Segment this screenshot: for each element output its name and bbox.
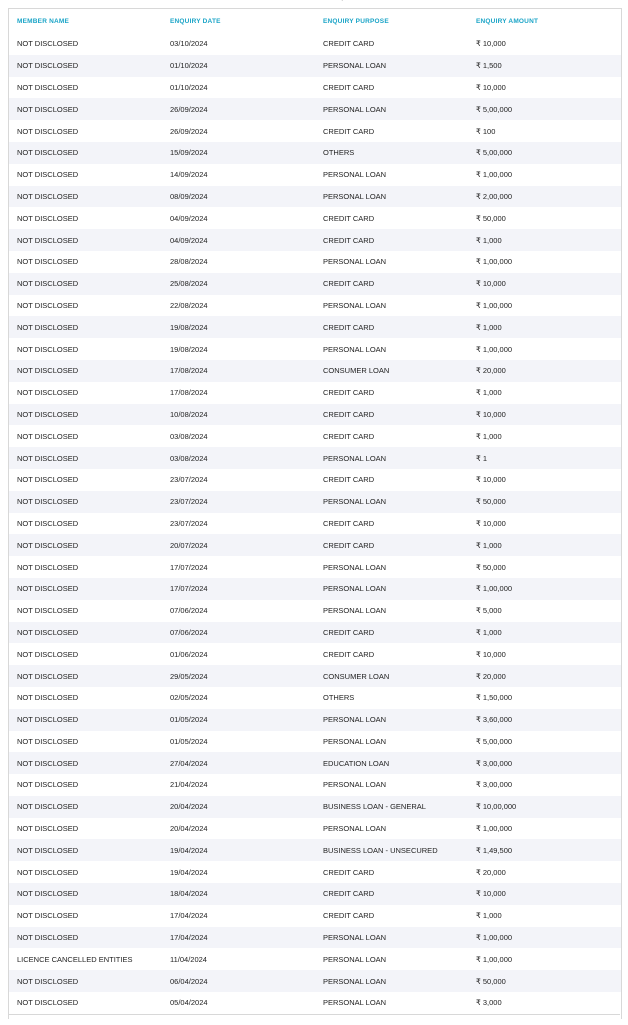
enquiry-date-cell: 17/08/2024: [162, 360, 315, 382]
member-name-cell: NOT DISCLOSED: [9, 927, 162, 949]
enquiry-purpose-cell: OTHERS: [315, 142, 468, 164]
table-row: [9, 578, 621, 600]
enquiry-amount-cell: ₹ 5,000: [476, 606, 502, 616]
enquiry-purpose-cell: PERSONAL LOAN: [315, 970, 468, 992]
member-name-cell: NOT DISCLOSED: [17, 431, 79, 441]
enquiries-table: [9, 9, 621, 1014]
table-row: [9, 229, 621, 251]
enquiry-date-cell: 18/04/2024: [162, 883, 315, 905]
enquiry-amount-cell: ₹ 20,000: [476, 867, 506, 877]
enquiry-purpose-cell: CREDIT CARD: [323, 475, 375, 485]
enquiry-date-cell: 06/04/2024: [162, 970, 315, 992]
member-name-cell: NOT DISCLOSED: [17, 170, 79, 180]
enquiry-purpose-cell: PERSONAL LOAN: [323, 606, 387, 616]
enquiry-purpose-cell: BUSINESS LOAN - GENERAL: [315, 796, 468, 818]
enquiry-purpose-cell: CREDIT CARD: [315, 273, 468, 295]
enquiry-purpose-cell: CREDIT CARD: [315, 229, 468, 251]
enquiry-purpose-cell: CREDIT CARD: [323, 126, 375, 136]
enquiry-date-cell: 05/04/2024: [170, 998, 208, 1008]
table-row: [9, 186, 621, 208]
table-row: [9, 98, 621, 120]
enquiry-amount-cell: ₹ 50,000: [476, 213, 506, 223]
table-row: [9, 861, 621, 883]
table-row: [9, 992, 621, 1014]
enquiry-date-cell: 17/04/2024: [162, 927, 315, 949]
enquiry-purpose-cell: PERSONAL LOAN: [323, 736, 387, 746]
table-row: [9, 709, 621, 731]
table-row: [9, 120, 621, 142]
enquiry-purpose-cell: CREDIT CARD: [323, 82, 375, 92]
enquiry-amount-cell: ₹ 1,000: [468, 316, 621, 338]
table-row: [9, 818, 621, 840]
enquiry-amount-cell: ₹ 1: [468, 447, 621, 469]
enquiry-amount-cell: ₹ 5,00,000: [468, 142, 621, 164]
enquiry-amount-cell: ₹ 1,00,000: [476, 824, 513, 834]
bottom-divider: [8, 1014, 620, 1015]
enquiry-purpose-cell: PERSONAL LOAN: [323, 824, 387, 834]
enquiry-date-cell: 02/05/2024: [170, 693, 208, 703]
enquiry-amount-cell: ₹ 1,000: [476, 388, 502, 398]
enquiry-amount-cell: ₹ 10,000: [476, 475, 506, 485]
enquiry-amount-cell: ₹ 10,000: [468, 404, 621, 426]
table-row: [9, 839, 621, 861]
enquiry-amount-cell: ₹ 10,000: [468, 883, 621, 905]
enquiry-amount-cell: ₹ 5,00,000: [476, 736, 513, 746]
enquiry-amount-cell: ₹ 100: [476, 126, 496, 136]
table-row: [9, 643, 621, 665]
member-name-cell: NOT DISCLOSED: [17, 911, 79, 921]
table-row: [9, 883, 621, 905]
enquiry-date-cell: 01/05/2024: [170, 736, 208, 746]
enquiry-purpose-cell: CREDIT CARD: [323, 867, 375, 877]
enquiry-date-cell: 23/07/2024: [170, 518, 208, 528]
enquiries-table-container: [8, 8, 622, 1019]
enquiry-date-cell: 27/04/2024: [162, 752, 315, 774]
enquiry-purpose-cell: OTHERS: [323, 693, 355, 703]
enquiry-purpose-cell: CREDIT CARD: [315, 404, 468, 426]
enquiry-purpose-cell: PERSONAL LOAN: [315, 709, 468, 731]
enquiry-date-cell: 29/05/2024: [162, 665, 315, 687]
enquiry-purpose-cell: CREDIT CARD: [323, 39, 375, 49]
member-name-cell: NOT DISCLOSED: [17, 213, 79, 223]
table-row: [9, 600, 621, 622]
member-name-cell: LICENCE CANCELLED ENTITIES: [17, 954, 133, 964]
enquiry-purpose-cell: PERSONAL LOAN: [323, 257, 387, 267]
table-row: [9, 338, 621, 360]
member-name-cell: NOT DISCLOSED: [17, 562, 79, 572]
enquiry-date-cell: 23/07/2024: [170, 475, 208, 485]
table-row: [9, 905, 621, 927]
enquiry-amount-cell: ₹ 3,000: [476, 998, 502, 1008]
member-name-cell: NOT DISCLOSED: [17, 736, 79, 746]
enquiry-amount-cell: ₹ 1,500: [468, 55, 621, 77]
table-row: [9, 295, 621, 317]
enquiry-amount-cell: ₹ 10,000: [476, 39, 506, 49]
table-row: [9, 447, 621, 469]
enquiry-purpose-cell: PERSONAL LOAN: [323, 562, 387, 572]
table-row: [9, 556, 621, 578]
column-header-enquiry-purpose: ENQUIRY PURPOSE: [315, 9, 468, 33]
enquiry-purpose-cell: EDUCATION LOAN: [315, 752, 468, 774]
enquiry-amount-cell: ₹ 1,000: [468, 622, 621, 644]
table-row: [9, 774, 621, 796]
member-name-cell: NOT DISCLOSED: [9, 229, 162, 251]
enquiry-purpose-cell: CREDIT CARD: [323, 388, 375, 398]
table-row: [9, 796, 621, 818]
table-row: [9, 251, 621, 273]
member-name-cell: NOT DISCLOSED: [9, 360, 162, 382]
table-row: [9, 360, 621, 382]
table-row: [9, 404, 621, 426]
enquiry-amount-cell: ₹ 3,60,000: [468, 709, 621, 731]
enquiry-date-cell: 20/07/2024: [162, 534, 315, 556]
enquiry-date-cell: 19/08/2024: [162, 316, 315, 338]
enquiry-amount-cell: ₹ 1,00,000: [476, 170, 513, 180]
enquiry-purpose-cell: CREDIT CARD: [323, 649, 375, 659]
enquiry-date-cell: 01/10/2024: [170, 82, 208, 92]
table-row: [9, 55, 621, 77]
member-name-cell: NOT DISCLOSED: [9, 839, 162, 861]
column-header-enquiry-amount: ENQUIRY AMOUNT: [468, 9, 621, 33]
enquiry-date-cell: 07/06/2024: [170, 606, 208, 616]
enquiry-purpose-cell: PERSONAL LOAN: [323, 170, 387, 180]
enquiry-amount-cell: ₹ 3,00,000: [476, 780, 513, 790]
table-row: [9, 948, 621, 970]
enquiry-date-cell: 04/09/2024: [162, 229, 315, 251]
enquiry-date-cell: 19/08/2024: [170, 344, 208, 354]
table-row: [9, 164, 621, 186]
enquiry-purpose-cell: CONSUMER LOAN: [315, 665, 468, 687]
enquiry-date-cell: 21/04/2024: [170, 780, 208, 790]
enquiry-amount-cell: ₹ 1,00,000: [476, 954, 513, 964]
table-row: [9, 425, 621, 447]
enquiry-purpose-cell: PERSONAL LOAN: [323, 344, 387, 354]
enquiry-amount-cell: ₹ 10,000: [476, 82, 506, 92]
enquiry-date-cell: 03/08/2024: [170, 431, 208, 441]
member-name-cell: NOT DISCLOSED: [17, 388, 79, 398]
table-row: [9, 316, 621, 338]
enquiry-date-cell: 28/08/2024: [170, 257, 208, 267]
member-name-cell: NOT DISCLOSED: [9, 55, 162, 77]
enquiry-purpose-cell: PERSONAL LOAN: [323, 780, 387, 790]
enquiry-purpose-cell: PERSONAL LOAN: [323, 998, 387, 1008]
table-row: [9, 513, 621, 535]
enquiry-amount-cell: ₹ 5,00,000: [468, 98, 621, 120]
enquiry-amount-cell: ₹ 1,00,000: [476, 257, 513, 267]
enquiry-date-cell: 17/07/2024: [170, 562, 208, 572]
table-row: [9, 731, 621, 753]
enquiry-purpose-cell: PERSONAL LOAN: [315, 186, 468, 208]
enquiry-amount-cell: ₹ 1,000: [476, 911, 502, 921]
enquiry-purpose-cell: CREDIT CARD: [315, 316, 468, 338]
enquiry-purpose-cell: BUSINESS LOAN - UNSECURED: [315, 839, 468, 861]
enquiry-purpose-cell: PERSONAL LOAN: [323, 300, 387, 310]
enquiry-purpose-cell: CREDIT CARD: [315, 622, 468, 644]
enquiry-amount-cell: ₹ 1,50,000: [476, 693, 513, 703]
enquiry-purpose-cell: CREDIT CARD: [323, 213, 375, 223]
enquiry-date-cell: 25/08/2024: [162, 273, 315, 295]
enquiry-date-cell: 01/10/2024: [162, 55, 315, 77]
member-name-cell: NOT DISCLOSED: [9, 98, 162, 120]
member-name-cell: NOT DISCLOSED: [9, 316, 162, 338]
member-name-cell: NOT DISCLOSED: [9, 665, 162, 687]
enquiry-date-cell: 11/04/2024: [170, 954, 207, 964]
print-time: [0, 0, 20, 1]
enquiry-amount-cell: ₹ 1,000: [468, 534, 621, 556]
member-name-cell: NOT DISCLOSED: [9, 578, 162, 600]
enquiry-purpose-cell: PERSONAL LOAN: [315, 447, 468, 469]
enquiry-amount-cell: ₹ 20,000: [468, 665, 621, 687]
enquiry-amount-cell: ₹ 1,00,000: [468, 927, 621, 949]
table-row: [9, 491, 621, 513]
table-row: [9, 665, 621, 687]
enquiry-date-cell: 26/09/2024: [170, 126, 208, 136]
member-name-cell: NOT DISCLOSED: [9, 534, 162, 556]
enquiry-amount-cell: ₹ 1,00,000: [476, 300, 513, 310]
table-row: [9, 970, 621, 992]
enquiry-amount-cell: ₹ 20,000: [468, 360, 621, 382]
enquiry-date-cell: 07/06/2024: [162, 622, 315, 644]
enquiry-date-cell: 20/04/2024: [170, 824, 208, 834]
table-row: [9, 207, 621, 229]
enquiry-purpose-cell: CREDIT CARD: [323, 911, 375, 921]
member-name-cell: NOT DISCLOSED: [17, 780, 79, 790]
member-name-cell: NOT DISCLOSED: [9, 447, 162, 469]
enquiry-amount-cell: ₹ 1,000: [476, 431, 502, 441]
table-row: [9, 534, 621, 556]
column-header-enquiry-date: ENQUIRY DATE: [162, 9, 315, 33]
member-name-cell: NOT DISCLOSED: [17, 257, 79, 267]
enquiry-amount-cell: ₹ 50,000: [468, 491, 621, 513]
enquiry-date-cell: 22/08/2024: [170, 300, 208, 310]
enquiry-amount-cell: ₹ 1,00,000: [476, 344, 513, 354]
member-name-cell: NOT DISCLOSED: [17, 344, 79, 354]
enquiry-date-cell: 23/07/2024: [162, 491, 315, 513]
enquiry-date-cell: 20/04/2024: [162, 796, 315, 818]
enquiry-date-cell: 17/07/2024: [162, 578, 315, 600]
enquiry-purpose-cell: PERSONAL LOAN: [315, 55, 468, 77]
member-name-cell: NOT DISCLOSED: [9, 709, 162, 731]
table-row: [9, 752, 621, 774]
member-name-cell: NOT DISCLOSED: [17, 649, 79, 659]
enquiry-date-cell: 14/09/2024: [170, 170, 208, 180]
enquiry-date-cell: 10/08/2024: [162, 404, 315, 426]
enquiry-amount-cell: ₹ 50,000: [468, 970, 621, 992]
enquiry-purpose-cell: PERSONAL LOAN: [323, 954, 387, 964]
enquiry-purpose-cell: CREDIT CARD: [323, 518, 375, 528]
enquiry-date-cell: 01/06/2024: [170, 649, 208, 659]
member-name-cell: NOT DISCLOSED: [17, 693, 79, 703]
member-name-cell: NOT DISCLOSED: [9, 622, 162, 644]
enquiry-purpose-cell: CREDIT CARD: [315, 534, 468, 556]
enquiry-amount-cell: ₹ 10,000: [476, 649, 506, 659]
enquiry-amount-cell: ₹ 50,000: [476, 562, 506, 572]
table-header-row: [9, 9, 621, 33]
member-name-cell: NOT DISCLOSED: [9, 186, 162, 208]
enquiry-purpose-cell: PERSONAL LOAN: [315, 927, 468, 949]
enquiry-purpose-cell: CREDIT CARD: [323, 431, 375, 441]
member-name-cell: NOT DISCLOSED: [9, 796, 162, 818]
member-name-cell: NOT DISCLOSED: [17, 824, 79, 834]
member-name-cell: NOT DISCLOSED: [17, 867, 79, 877]
document-title: [322, 0, 391, 1]
enquiry-amount-cell: ₹ 10,000: [476, 518, 506, 528]
print-header: [0, 0, 628, 4]
member-name-cell: NOT DISCLOSED: [9, 970, 162, 992]
enquiry-date-cell: 01/05/2024: [162, 709, 315, 731]
enquiry-date-cell: 04/09/2024: [170, 213, 208, 223]
member-name-cell: NOT DISCLOSED: [17, 82, 79, 92]
enquiry-date-cell: 03/08/2024: [162, 447, 315, 469]
member-name-cell: NOT DISCLOSED: [9, 142, 162, 164]
enquiry-purpose-cell: PERSONAL LOAN: [315, 98, 468, 120]
member-name-cell: NOT DISCLOSED: [9, 404, 162, 426]
enquiry-amount-cell: ₹ 1,49,500: [468, 839, 621, 861]
enquiry-date-cell: 15/09/2024: [162, 142, 315, 164]
member-name-cell: NOT DISCLOSED: [17, 300, 79, 310]
enquiry-amount-cell: ₹ 1,00,000: [468, 578, 621, 600]
member-name-cell: NOT DISCLOSED: [9, 752, 162, 774]
enquiry-amount-cell: ₹ 3,00,000: [468, 752, 621, 774]
enquiry-date-cell: 03/10/2024: [170, 39, 208, 49]
member-name-cell: NOT DISCLOSED: [17, 998, 79, 1008]
member-name-cell: NOT DISCLOSED: [17, 126, 79, 136]
table-row: [9, 77, 621, 99]
member-name-cell: NOT DISCLOSED: [17, 475, 79, 485]
table-body: [9, 33, 621, 1014]
enquiry-date-cell: 19/04/2024: [162, 839, 315, 861]
member-name-cell: NOT DISCLOSED: [9, 491, 162, 513]
column-header-member-name: MEMBER NAME: [9, 9, 162, 33]
enquiry-amount-cell: ₹ 2,00,000: [468, 186, 621, 208]
enquiry-date-cell: 19/04/2024: [170, 867, 208, 877]
member-name-cell: NOT DISCLOSED: [17, 606, 79, 616]
table-row: [9, 927, 621, 949]
enquiry-amount-cell: ₹ 10,000: [468, 273, 621, 295]
enquiry-date-cell: 17/08/2024: [170, 388, 208, 398]
enquiry-purpose-cell: PERSONAL LOAN: [315, 578, 468, 600]
enquiry-date-cell: 08/09/2024: [162, 186, 315, 208]
table-row: [9, 687, 621, 709]
member-name-cell: NOT DISCLOSED: [9, 273, 162, 295]
enquiry-amount-cell: ₹ 1,000: [468, 229, 621, 251]
table-row: [9, 382, 621, 404]
member-name-cell: NOT DISCLOSED: [17, 39, 79, 49]
table-row: [9, 33, 621, 55]
enquiry-date-cell: 26/09/2024: [162, 98, 315, 120]
enquiry-date-cell: 17/04/2024: [170, 911, 208, 921]
enquiry-purpose-cell: PERSONAL LOAN: [315, 491, 468, 513]
member-name-cell: NOT DISCLOSED: [17, 518, 79, 528]
table-row: [9, 273, 621, 295]
table-row: [9, 469, 621, 491]
enquiry-purpose-cell: CONSUMER LOAN: [315, 360, 468, 382]
enquiry-purpose-cell: CREDIT CARD: [315, 883, 468, 905]
table-row: [9, 142, 621, 164]
table-row: [9, 622, 621, 644]
enquiry-amount-cell: ₹ 10,00,000: [468, 796, 621, 818]
member-name-cell: NOT DISCLOSED: [9, 883, 162, 905]
